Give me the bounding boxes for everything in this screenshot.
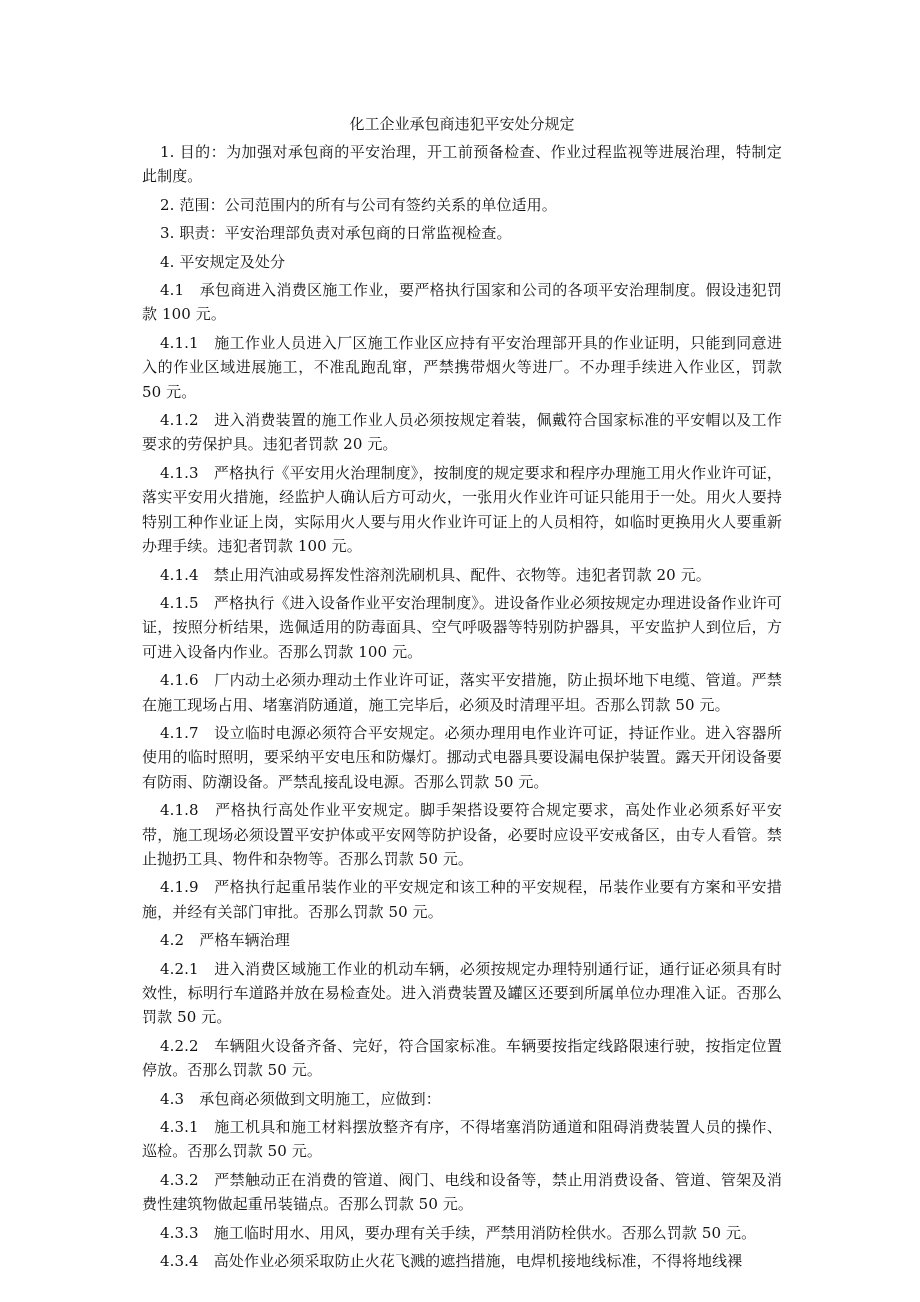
paragraph-4-1-9: 4.1.9 严格执行起重吊装作业的平安规定和该工种的平安规程，吊装作业要有方案和平安措施，并经有关部门审批。否那么罚款 50 元。	[142, 878, 782, 921]
paragraph-4-1-2: 4.1.2 进入消费装置的施工作业人员必须按规定着装，佩戴符合国家标准的平安帽以及工作要求的劳保护具。违犯者罚款 20 元。	[142, 411, 782, 454]
paragraph-scope: 2. 范围：公司范围内的所有与公司有签约关系的单位适用。	[160, 195, 557, 214]
paragraph-4-1-7: 4.1.7 设立临时电源必须符合平安规定。必须办理用电作业许可证，持证作业。进入容器所使用的临时照明，要采纳平安电压和防爆灯。挪动式电器具要设漏电保护装置。露天开闭设备要有防雨、防潮设备。严禁乱接乱设电源。否那么罚款 50 元。	[142, 723, 782, 791]
paragraph-responsibility: 3. 职责：平安治理部负责对承包商的日常监视检查。	[160, 224, 512, 243]
paragraph-4-1-8: 4.1.8 严格执行高处作业平安规定。脚手架搭设要符合规定要求，高处作业必须系好平安带，施工现场必须设置平安护体或平安网等防护设备，必要时应设平安戒备区，由专人看管。禁止抛扔工具、物件和杂物等。否那么罚款 50 元。	[142, 801, 782, 868]
paragraph-4-3-3: 4.3.3 施工临时用水、用风，要办理有关手续，严禁用消防栓供水。否那么罚款 50 元。	[160, 1223, 757, 1242]
paragraph-4-1-3: 4.1.3 严格执行《平安用火治理制度》，按制度的规定要求和程序办理施工用火作业许可证，落实平安用火措施，经监护人确认后方可动火，一张用火作业许可证只能用于一处。用火人要持特别工种作业证上岗，实际用火人要与用火作业许可证上的人员相符，如临时更换用火人要重新办理手续。违犯者罚款 100 元。	[142, 463, 782, 556]
paragraph-4-3-2: 4.3.2 严禁触动正在消费的管道、阀门、电线和设备等，禁止用消费设备、管道、管架及消费性建筑物做起重吊装锚点。否那么罚款 50 元。	[142, 1170, 782, 1214]
paragraph-4-1-6: 4.1.6 厂内动土必须办理动土作业许可证，落实平安措施，防止损坏地下电缆、管道。严禁在施工现场占用、堵塞消防通道，施工完毕后，必须及时清理平坦。否那么罚款 50 元。	[142, 671, 782, 714]
paragraph-4-2: 4.2 严格车辆治理	[160, 931, 290, 950]
paragraph-section-4: 4. 平安规定及处分	[160, 252, 286, 271]
document-title: 化工企业承包商违犯平安处分规定	[349, 115, 575, 133]
paragraph-4-1-4: 4.1.4 禁止用汽油或易挥发性溶剂洗刷机具、配件、衣物等。违犯者罚款 20 元。	[160, 565, 711, 584]
paragraph-4-3-4: 4.3.4 高处作业必须采取防止火花飞溅的遮挡措施，电焊机接地线标准，不得将地线裸	[160, 1252, 743, 1271]
paragraph-4-2-1: 4.2.1 进入消费区域施工作业的机动车辆，必须按规定办理特别通行证，通行证必须具有时效性，标明行车道路并放在易检查处。进入消费装置及罐区还要到所属单位办理准入证。否那么罚款 50 元。	[142, 959, 782, 1027]
paragraph-purpose: 1. 目的：为加强对承包商的平安治理，开工前预备检查、作业过程监视等进展治理，特制定此制度。	[142, 143, 782, 186]
document-body	[142, 112, 782, 1277]
paragraph-4-1-1: 4.1.1 施工作业人员进入厂区施工作业区应持有平安治理部开具的作业证明，只能到同意进入的作业区域进展施工，不准乱跑乱窜，严禁携带烟火等进厂。不办理手续进入作业区，罚款 50 元。	[142, 333, 782, 401]
paragraph-4-3: 4.3 承包商必须做到文明施工，应做到：	[160, 1089, 441, 1108]
paragraph-4-3-1: 4.3.1 施工机具和施工材料摆放整齐有序，不得堵塞消防通道和阻碍消费装置人员的操作、巡检。否那么罚款 50 元。	[142, 1118, 782, 1161]
paragraph-4-1-5: 4.1.5 严格执行《进入设备作业平安治理制度》。进设备作业必须按规定办理进设备作业许可证，按照分析结果，选佩适用的防毒面具、空气呼吸器等特别防护器具，平安监护人到位后，方可进入设备内作业。否那么罚款 100 元。	[142, 593, 782, 661]
paragraph-4-1: 4.1 承包商进入消费区施工作业，要严格执行国家和公司的各项平安治理制度。假设违犯罚款 100 元。	[142, 281, 782, 324]
paragraph-4-2-2: 4.2.2 车辆阻火设备齐备、完好，符合国家标准。车辆要按指定线路限速行驶，按指定位置停放。否那么罚款 50 元。	[142, 1036, 782, 1080]
